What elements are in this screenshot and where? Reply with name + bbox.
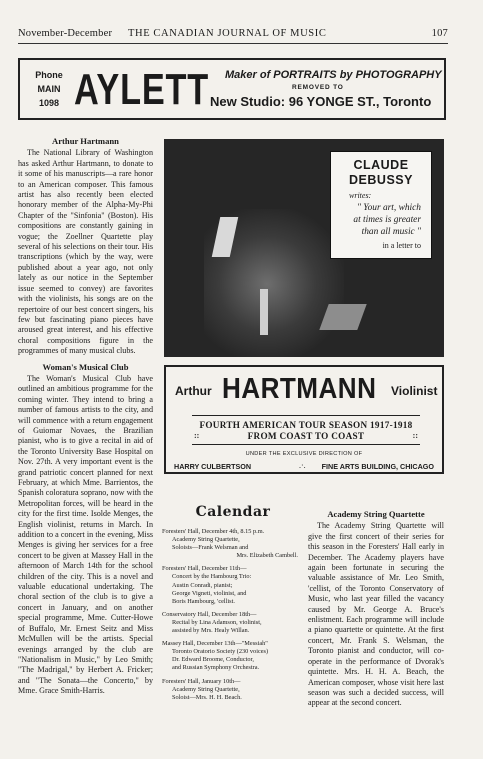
ad-first-name: Arthur <box>175 384 212 398</box>
event-line: Academy String Quartette, <box>172 685 240 693</box>
womens-club-text: The Woman's Musical Club have outlined an ambitious programme for the coming winter. They intend to bring a number of famous artists to the city, and will commence with a return engagement of Guiomar Novaes, the Brazilian pianist, who is to give a recital in aid of the Toronto University Base Hospital on Nov. 27th. A very important event is the grand patriotic concert planned for next February, at which Mme. Barrientos, the Spanish coloratura soprano, now with the Metropolitan forces, will be heard in the city for the first time. Isolde Menges, the English violinist, returns in March. In addition to a concert in the evening, Miss Menges is giving her services for a free concert to be given at Massey Hall in the afternoon of March 14th for the school children of the city. This is a novel and valuable educational undertaking. The choral section of the club is to give a concert in January, and on another special programme, Mme. Cutter-Howe of Buffalo, Mr. Ernest Seitz and Miss McMullen will be the artists. Special evenings arranged by the club are "Nationalism in Music," by Leo Smith; "The Madrigal," by Herbert A. Fricker; and "The Sonata—the Concerto," by Mme. Grace Smith-Harris. <box>18 373 153 696</box>
ad-last-name: HARTMANN <box>222 373 377 405</box>
academy-heading: Academy String Quartette <box>327 509 425 519</box>
aylett-tagline: Maker of PORTRAITS by PHOTOGRAPHY <box>225 69 442 81</box>
left-column <box>18 136 153 697</box>
calendar-event <box>162 528 304 560</box>
event-line: assisted by Mrs. Healy Willan. <box>172 627 250 635</box>
page-number: 107 <box>431 28 448 39</box>
event-line: Dr. Edward Broome, Conductor, <box>172 656 254 664</box>
calendar-event <box>162 565 304 605</box>
right-column <box>308 509 444 709</box>
quote-letter: in a letter to <box>382 241 421 250</box>
tour-box <box>192 415 420 445</box>
event-venue: Foresters' Hall, December 11th— <box>162 565 247 573</box>
tour-line-2: FROM COAST TO COAST <box>247 431 365 441</box>
manager-name: HARRY CULBERTSON <box>174 462 252 471</box>
event-venue: Foresters' Hall, December 4th, 8.15 p.m. <box>162 528 265 535</box>
event-venue: Foresters' Hall, January 10th— <box>162 677 241 685</box>
event-line: Mrs. Elizabeth Cambell. <box>236 552 298 560</box>
aylett-removed: REMOVED TO <box>292 84 344 91</box>
calendar-event <box>162 611 304 635</box>
header-rule <box>18 43 448 44</box>
quote-name-1: CLAUDE <box>353 158 409 172</box>
tour-ornament-left: :: <box>194 431 200 440</box>
event-line: and Russian Symphony Orchestra. <box>172 664 260 672</box>
aylett-name: AYLETT <box>74 65 209 114</box>
quote-line-1: " Your art, which <box>356 203 421 213</box>
academy-text: The Academy String Quartette will give the first concert of their series for this season in the Foresters' Hall early in December. The Academy players have again been fortunate in securing the valuable assistance of Mr. Leo Smith, 'cellist, of the Toronto Conservatory of Music, who last year filled the vacancy caused by Mr. George A. Bruce's enlistment. Each programme will include a piano quartette or quintette. At the first concert, Mr. Frank S. Welsman, the Toronto pianist and conductor, will co-operate in the performance of Dvorak's quintette. Mrs. H. H. A. Beach, the American composer, whose visit here last season was such a decided success, will appear at the second concert. <box>308 521 444 708</box>
event-line: George Vigneti, violinist, and <box>172 589 247 597</box>
event-line: Recital by Lina Adamson, violinist, <box>172 618 262 626</box>
quote-line-3: than all music " <box>361 227 421 237</box>
event-line: Academy String Quartette, <box>172 536 240 544</box>
aylett-phone <box>32 68 66 110</box>
event-line: Austin Conradi, pianist; <box>172 581 233 589</box>
event-line: Toronto Oratorio Society (230 voices) <box>172 648 269 656</box>
manager-address: FINE ARTS BUILDING, CHICAGO <box>321 462 434 471</box>
hartmann-article-text: The National Library of Washington has asked Arthur Hartmann, to donate to it some of his manuscripts—a rare honor to an American composer. This famous artist has also recently been elected honorary member of the Alpha-My-Phi Chapter of the "Sinfonia" (Boston). His compositions are constantly gaining in vogue; the Zoellner Quartette play several of his selections on their tour. His transcriptions (which by the way, were published about a year ago, not only lately as our notice in the September issue seemed to convey) are favorites with the violinists, his songs are on the repertoire of our best concert singers, his few but fascinating piano pieces have aroused great interest, and his effective choral compositions figure in the programmes of many musical clubs. <box>18 148 153 356</box>
debussy-quote-box <box>330 151 432 259</box>
photo-paper <box>319 304 366 330</box>
aylett-advertisement <box>18 58 446 120</box>
hartmann-advertisement <box>164 365 444 474</box>
calendar <box>162 504 304 707</box>
womens-club-heading: Woman's Musical Club <box>42 361 129 372</box>
event-venue: Conservatory Hall, December 18th— <box>162 610 257 618</box>
aylett-address: New Studio: 96 YONGE ST., Toronto <box>210 94 432 109</box>
tour-ornament-right: :: <box>412 431 418 440</box>
quote-name-2: DEBUSSY <box>349 173 413 187</box>
journal-title: THE CANADIAN JOURNAL OF MUSIC <box>128 28 327 39</box>
event-line: Soloist—Mrs. H. H. Beach. <box>172 693 242 701</box>
event-line: Boris Hambourg, 'cellist. <box>172 597 235 605</box>
calendar-event <box>162 678 304 702</box>
ad-role: Violinist <box>391 384 438 398</box>
issue-date: November-December <box>18 28 113 39</box>
phone-number: 1098 <box>38 98 60 108</box>
phone-exchange: MAIN <box>37 84 61 94</box>
event-line: Soloists—Frank Welsman and <box>172 544 249 552</box>
manager-separator: .·. <box>299 461 306 470</box>
hartmann-article-heading: Arthur Hartmann <box>52 136 119 146</box>
photo-cuff <box>260 289 268 335</box>
phone-label: Phone <box>35 70 63 80</box>
calendar-event <box>162 640 304 672</box>
direction-label: UNDER THE EXCLUSIVE DIRECTION OF <box>245 451 363 457</box>
tour-line-1: FOURTH AMERICAN TOUR SEASON 1917-1918 <box>199 420 413 430</box>
calendar-title: Calendar <box>195 504 271 520</box>
quote-writes: writes: <box>349 191 372 200</box>
quote-line-2: at times is greater <box>353 215 421 225</box>
event-venue: Massey Hall, December 13th—"Messiah" <box>162 640 268 648</box>
event-line: Concert by the Hambourg Trio: <box>172 573 252 581</box>
